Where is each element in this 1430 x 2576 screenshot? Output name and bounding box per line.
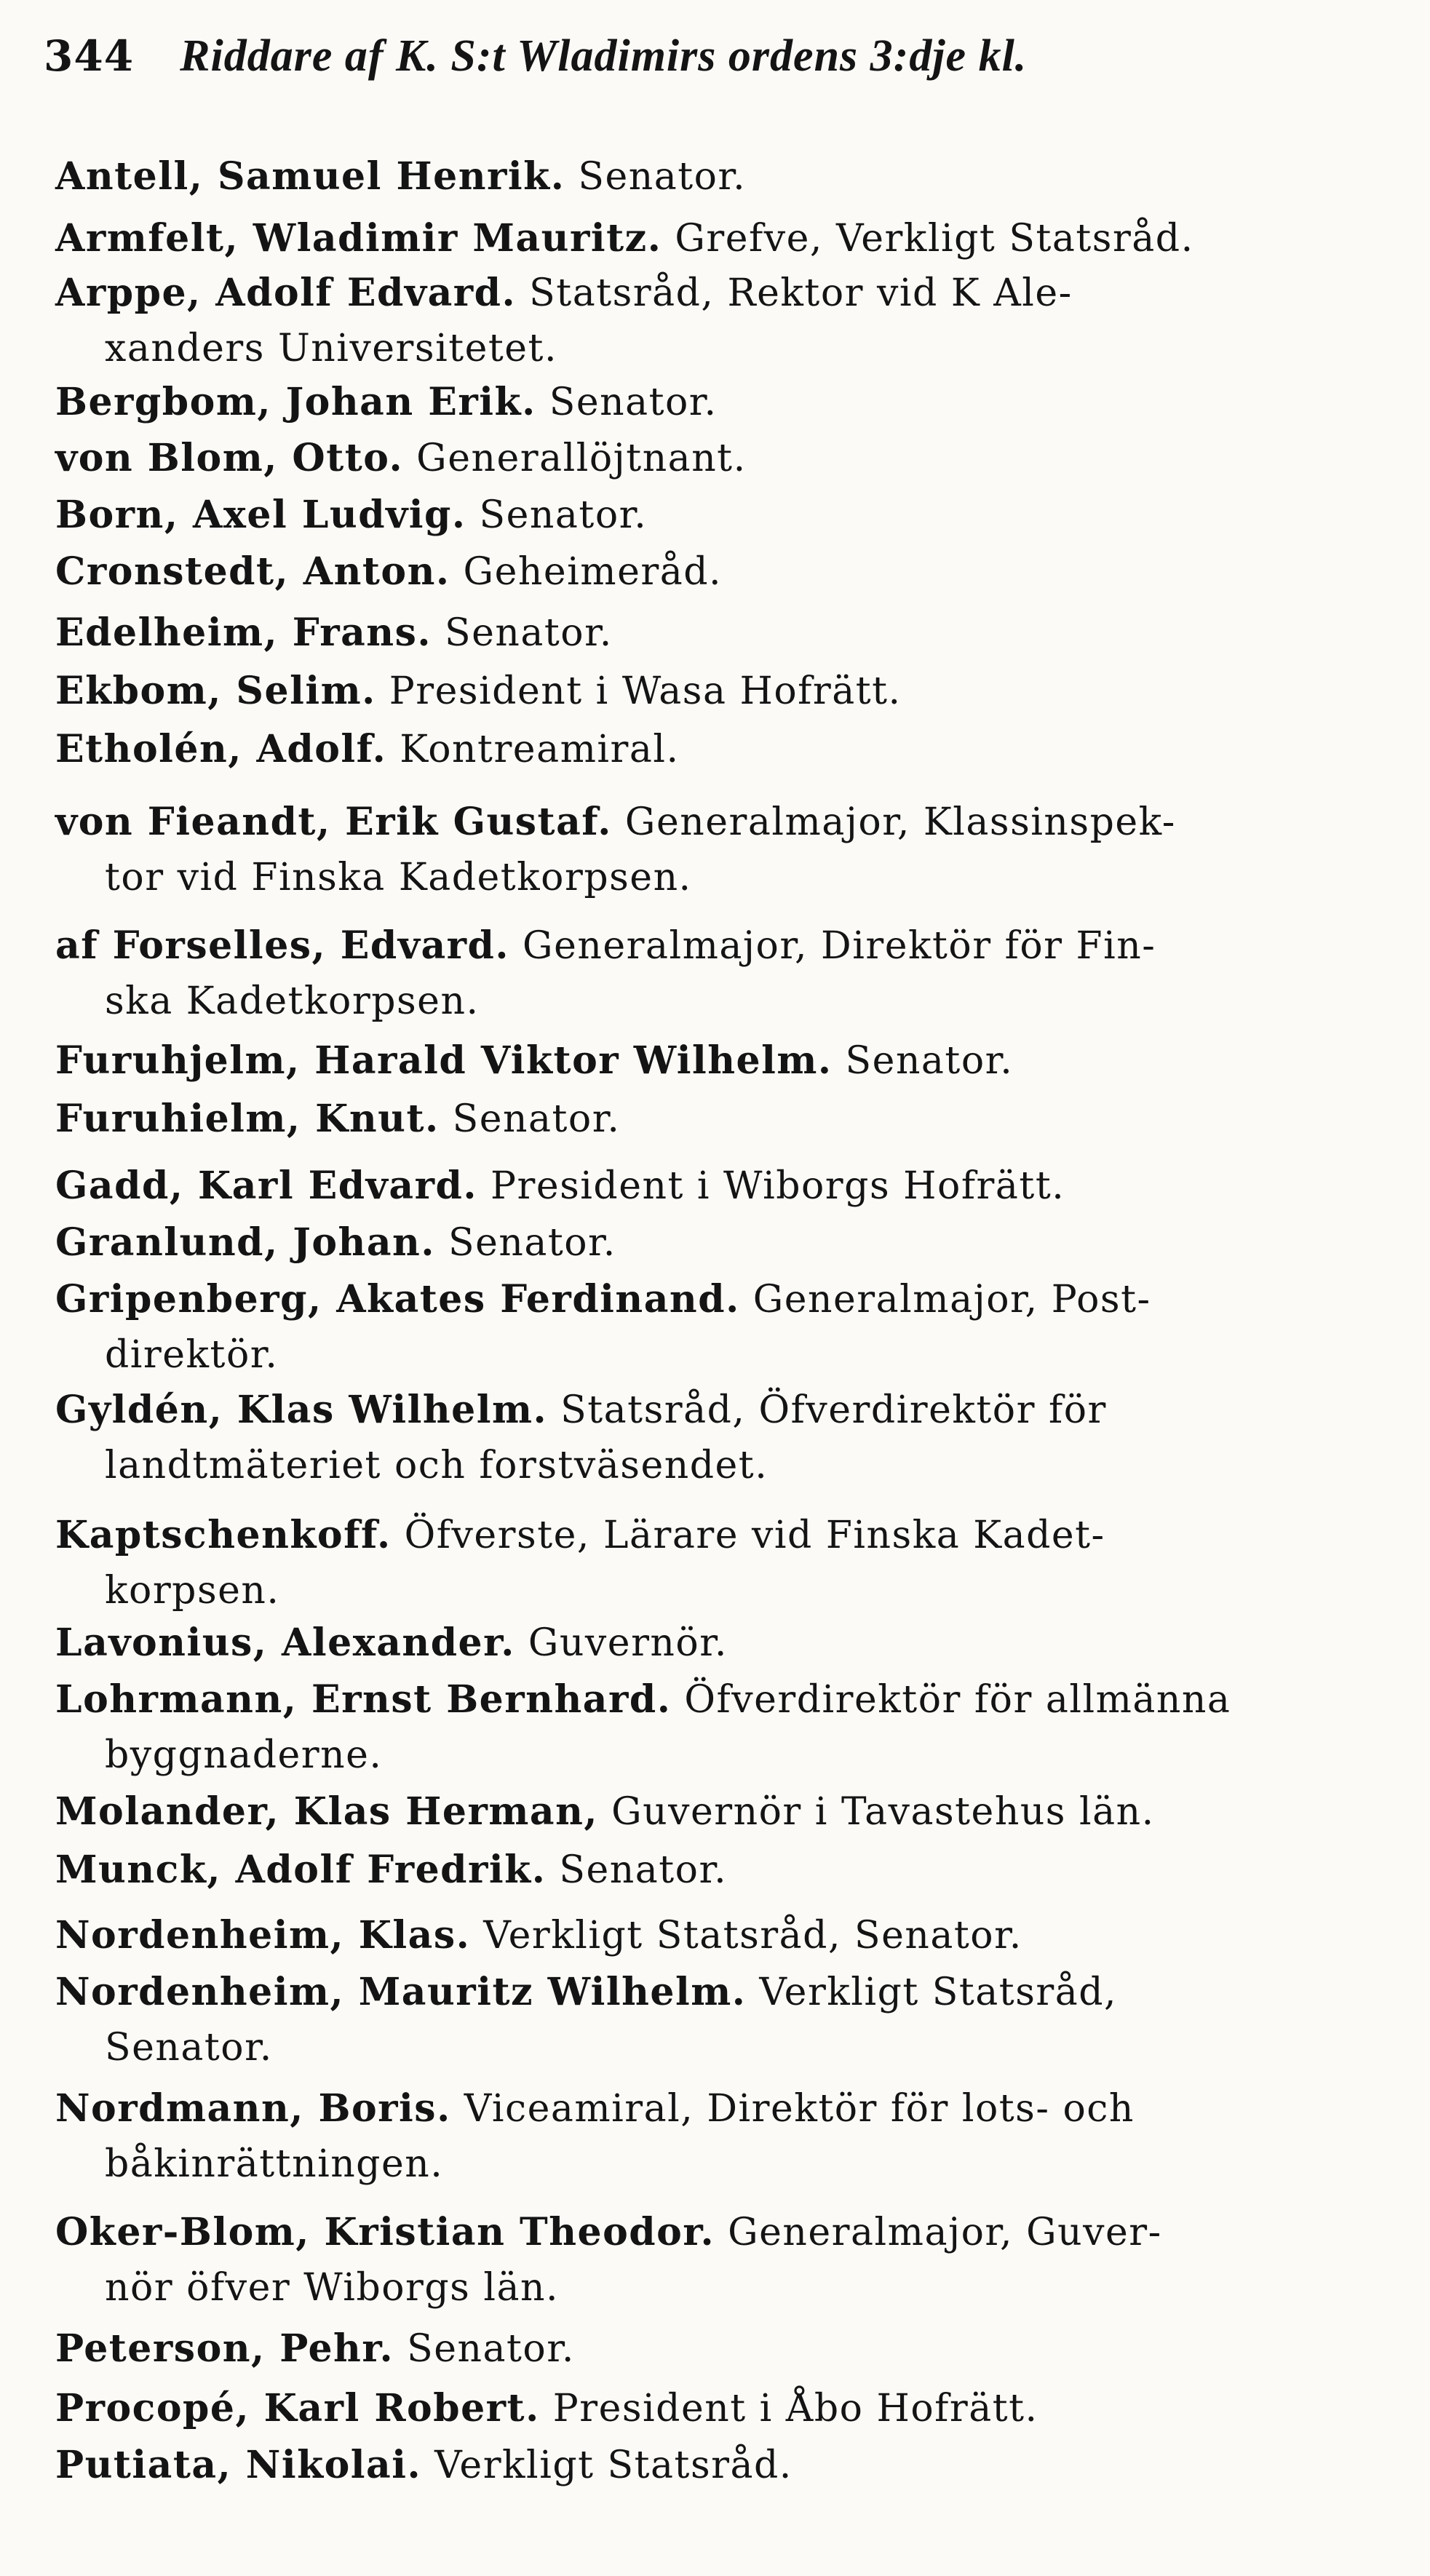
list-item [55, 211, 1409, 266]
entry-name: Peterson, Pehr. [55, 2326, 394, 2371]
entry-name: Nordenheim, Klas. [55, 1913, 471, 1957]
list-item [55, 149, 1409, 204]
list-item [55, 544, 1409, 600]
entry-name: Nordmann, Boris. [55, 2086, 451, 2131]
entry-title: Statsråd, Rektor vid K Ale- [529, 271, 1073, 315]
entry-title: Generalmajor, Post- [752, 1278, 1151, 1321]
list-item [55, 1215, 1409, 1271]
entry-title: Generalmajor, Guver- [728, 2211, 1162, 2254]
entry-title: Generallöjtnant. [416, 437, 747, 480]
entry-name: Gadd, Karl Edvard. [55, 1164, 477, 1208]
list-item [55, 1383, 1409, 1493]
list-item [55, 1908, 1409, 1963]
entry-name: Oker-Blom, Kristian Theodor. [55, 2210, 715, 2254]
entry-title-continuation: Senator. [105, 2026, 273, 2070]
list-item [55, 1158, 1409, 1214]
entry-title: Generalmajor, Klassinspek- [624, 800, 1176, 844]
entry-title: President i Åbo Hofrätt. [552, 2387, 1038, 2430]
list-item [55, 1842, 1409, 1898]
entry-title: Guvernör i Tavastehus län. [611, 1790, 1155, 1834]
entry-name: Arppe, Adolf Edvard. [55, 271, 517, 315]
running-title: Riddare af K. S:t Wladimirs ordens 3:dje kl. [180, 31, 1028, 81]
entry-name: Kaptschenkoff. [55, 1513, 392, 1557]
entry-title: Senator. [407, 2327, 575, 2371]
entry-title: Verkligt Statsråd, [759, 1971, 1118, 2014]
entry-title-continuation: landtmäteriet och forstväsendet. [105, 1444, 768, 1487]
entry-title: Viceamiral, Direktör för lots- och [464, 2087, 1135, 2131]
entry-title: Statsråd, Öfverdirektör för [560, 1388, 1107, 1432]
entry-title: Grefve, Verkligt Statsråd. [675, 217, 1194, 261]
list-item [55, 1272, 1409, 1383]
entry-title-continuation: xanders Universitetet. [105, 327, 557, 370]
list-item [55, 266, 1409, 376]
entry-name: Procopé, Karl Robert. [55, 2386, 540, 2430]
list-item [55, 918, 1409, 1029]
entry-name: Lavonius, Alexander. [55, 1621, 515, 1665]
entry-name: Gripenberg, Akates Ferdinand. [55, 1277, 740, 1321]
list-item [55, 722, 1409, 777]
list-item [55, 1033, 1409, 1089]
entry-name: von Fieandt, Erik Gustaf. [55, 800, 612, 844]
entry-title-continuation: nör öfver Wiborgs län. [105, 2266, 560, 2310]
list-item [55, 1965, 1409, 2075]
entry-title: Verkligt Statsråd, Senator. [483, 1914, 1022, 1957]
entry-title: Senator. [845, 1039, 1014, 1083]
entry-title-continuation: båkinrättningen. [105, 2142, 444, 2186]
entry-name: Granlund, Johan. [55, 1220, 435, 1265]
list-item [55, 431, 1409, 486]
entry-title: Senator. [559, 1848, 728, 1892]
list-item [55, 2205, 1409, 2315]
entry-name: von Blom, Otto. [55, 436, 404, 480]
entry-title: Guvernör. [528, 1621, 728, 1665]
list-item [55, 2081, 1409, 2192]
list-item [55, 2321, 1409, 2377]
list-item [55, 375, 1409, 430]
entry-title: Senator. [549, 381, 718, 424]
entry-title: Senator. [479, 493, 648, 537]
entry-name: af Forselles, Edvard. [55, 923, 510, 968]
entry-title: Senator. [448, 1221, 616, 1265]
list-item [55, 1092, 1409, 1147]
list-item [55, 605, 1409, 661]
entry-name: Munck, Adolf Fredrik. [55, 1848, 547, 1892]
entry-title: Geheimeråd. [463, 550, 723, 594]
list-item [55, 488, 1409, 543]
entry-name: Cronstedt, Anton. [55, 549, 450, 594]
list-item [55, 1615, 1409, 1671]
entry-title-continuation: korpsen. [105, 1569, 280, 1613]
entry-name: Antell, Samuel Henrik. [55, 154, 565, 199]
entry-name: Molander, Klas Herman, [55, 1789, 599, 1834]
list-item [55, 1672, 1409, 1783]
entry-name: Edelheim, Frans. [55, 611, 432, 655]
entry-name: Furuhjelm, Harald Viktor Wilhelm. [55, 1038, 833, 1083]
entry-title: President i Wasa Hofrätt. [389, 669, 902, 713]
list-item [55, 2381, 1409, 2436]
entry-name: Ekbom, Selim. [55, 669, 376, 713]
entry-title-continuation: direktör. [105, 1333, 279, 1377]
entry-title: Senator. [578, 155, 747, 199]
entry-title: Öfverdirektör för allmänna [684, 1678, 1231, 1722]
list-item [55, 1508, 1409, 1618]
entry-name: Born, Axel Ludvig. [55, 493, 466, 537]
list-item [55, 2438, 1409, 2493]
entry-title: President i Wiborgs Hofrätt. [490, 1164, 1065, 1208]
entry-name: Etholén, Adolf. [55, 727, 387, 771]
entry-name: Bergbom, Johan Erik. [55, 380, 536, 424]
list-item [55, 795, 1409, 905]
entry-name: Furuhielm, Knut. [55, 1097, 440, 1141]
list-item [55, 1784, 1409, 1840]
entry-title: Senator. [445, 611, 613, 655]
entry-title: Senator. [452, 1097, 621, 1141]
entry-name: Armfelt, Wladimir Mauritz. [55, 216, 662, 261]
entry-title-continuation: byggnaderne. [105, 1733, 383, 1777]
entry-title: Verkligt Statsråd. [434, 2444, 793, 2487]
entry-title: Öfverste, Lärare vid Finska Kadet- [404, 1514, 1105, 1557]
entry-name: Lohrmann, Ernst Bernhard. [55, 1677, 672, 1722]
entry-title-continuation: tor vid Finska Kadetkorpsen. [105, 856, 692, 899]
entry-title: Generalmajor, Direktör för Fin- [523, 924, 1156, 968]
entry-title: Kontreamiral. [400, 728, 680, 771]
entry-name: Nordenheim, Mauritz Wilhelm. [55, 1970, 747, 2014]
entry-name: Putiata, Nikolai. [55, 2443, 422, 2487]
list-item [55, 664, 1409, 719]
entry-name: Gyldén, Klas Wilhelm. [55, 1388, 548, 1432]
page-number: 344 [44, 31, 135, 81]
entry-title-continuation: ska Kadetkorpsen. [105, 979, 480, 1023]
